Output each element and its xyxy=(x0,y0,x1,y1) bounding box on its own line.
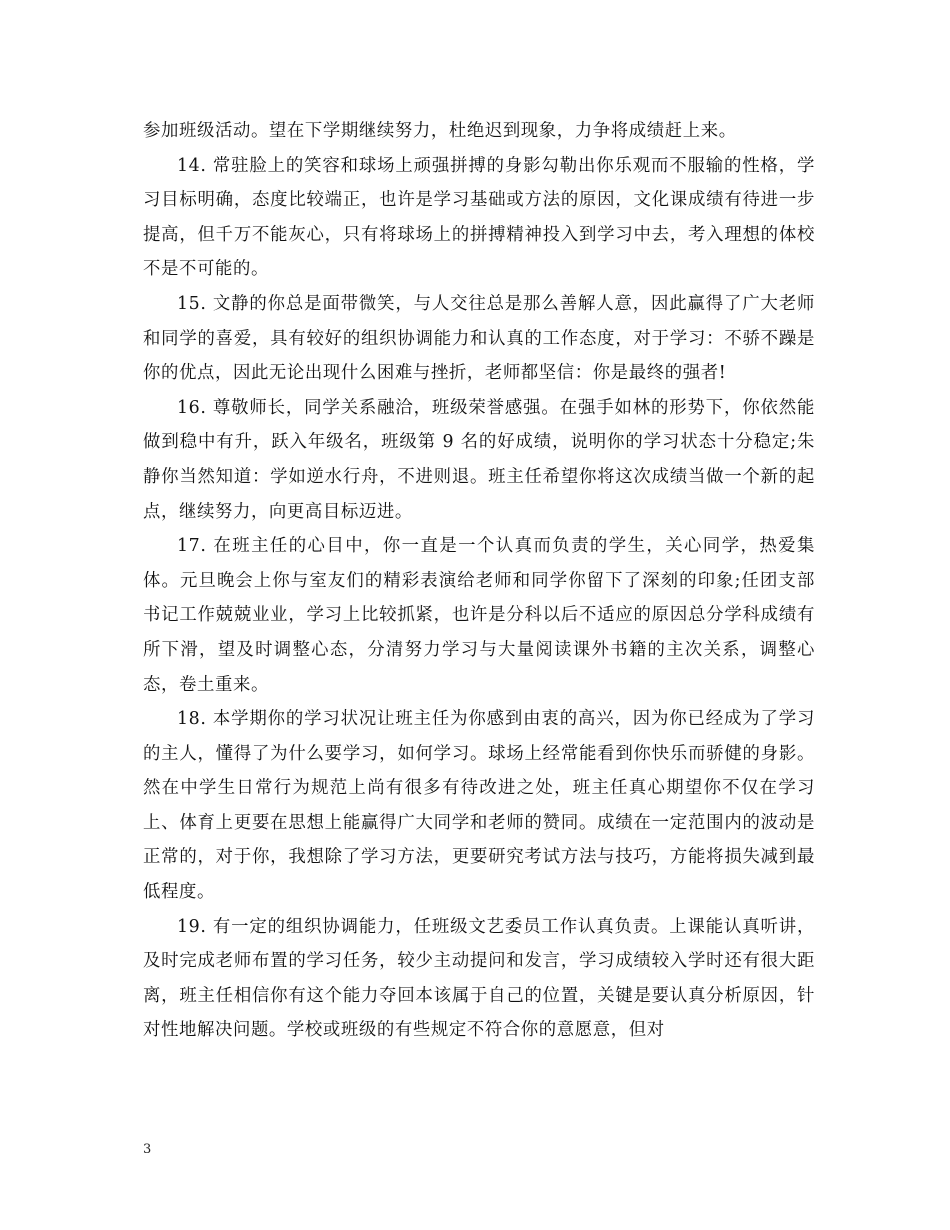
paragraph-16: 16. 尊敬师长，同学关系融洽，班级荣誉感强。在强手如林的形势下，你依然能做到稳中有升，跃入年级名，班级第 9 名的好成绩，说明你的学习状态十分稳定;朱静你当然知道：学如逆水行舟，不进则退。班主任希望你将这次成绩当做一个新的起点，继续努力，向更高目标迈进。 xyxy=(143,397,815,522)
document-body xyxy=(143,114,815,1048)
page-number: 3 xyxy=(143,1142,152,1157)
paragraph-17: 17. 在班主任的心目中，你一直是一个认真而负责的学生，关心同学，热爱集体。元旦晚会上你与室友们的精彩表演给老师和同学你留下了深刻的印象;任团支部书记工作兢兢业业，学习上比较抓紧，也许是分科以后不适应的原因总分学科成绩有所下滑，望及时调整心态，分清努力学习与大量阅读课外书籍的主次关系，调整心态，卷土重来。 xyxy=(143,536,815,695)
paragraph-continuation: 参加班级活动。望在下学期继续努力，杜绝迟到现象，力争将成绩赶上来。 xyxy=(143,121,737,141)
paragraph-18: 18. 本学期你的学习状况让班主任为你感到由衷的高兴，因为你已经成为了学习的主人，懂得了为什么要学习，如何学习。球场上经常能看到你快乐而骄健的身影。然在中学生日常行为规范上尚有很多有待改进之处，班主任真心期望你不仅在学习上、体育上更要在思想上能赢得广大同学和老师的赞同。成绩在一定范围内的波动是正常的，对于你，我想除了学习方法，更要研究考试方法与技巧，方能将损失减到最低程度。 xyxy=(143,709,815,903)
paragraph-15: 15. 文静的你总是面带微笑，与人交往总是那么善解人意，因此赢得了广大老师和同学的喜爱，具有较好的组织协调能力和认真的工作态度，对于学习：不骄不躁是你的优点，因此无论出现什么困难与挫折，老师都坚信：你是最终的强者! xyxy=(143,293,815,384)
paragraph-19: 19. 有一定的组织协调能力，任班级文艺委员工作认真负责。上课能认真听讲，及时完成老师布置的学习任务，较少主动提问和发言，学习成绩较入学时还有很大距离，班主任相信你有这个能力夺回本该属于自己的位置，关键是要认真分析原因，针对性地解决问题。学校或班级的有些规定不符合你的意愿意，但对 xyxy=(143,916,815,1041)
paragraph-14: 14. 常驻脸上的笑容和球场上顽强拼搏的身影勾勒出你乐观而不服输的性格，学习目标明确，态度比较端正，也许是学习基础或方法的原因，文化课成绩有待进一步提高，但千万不能灰心，只有将球场上的拼搏精神投入到学习中去，考入理想的体校不是不可能的。 xyxy=(143,155,815,280)
